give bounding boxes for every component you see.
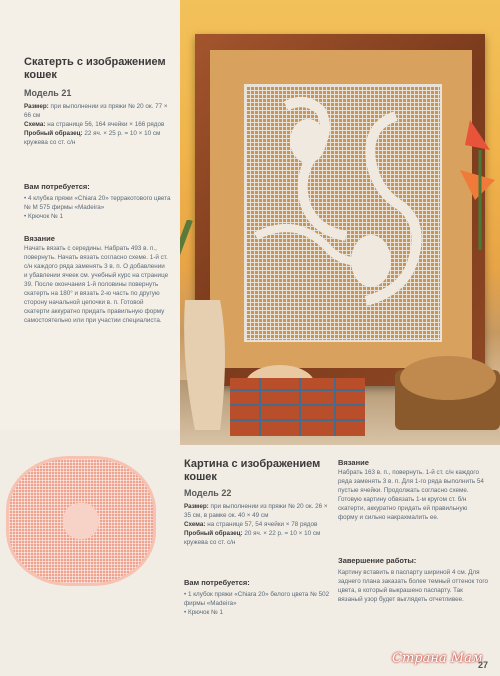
article1-needs-list <box>24 194 174 221</box>
article2-finish-title: Завершение работы: <box>338 556 417 565</box>
article1-knit-text: Начать вязать с середины. Набрать 493 в. п., повернуть. Начать вязать согласно схеме. 1-й ст. с/н каждого ряда заменять 3 в. п. О добавлении и убавлении ячеек см. учебный курс на странице 39. После окончания 1-й половины повернуть скатерть на 180° и вязать 2-ю часть по другую сторону начальной цепочки в. п. Готовой скатерти аккуратно придать правильную форму самостоятельно или при участии специалиста. <box>24 245 169 324</box>
article2-title: Картина с изображением кошек <box>184 458 321 483</box>
article2-need-item: • Крючок № 1 <box>184 609 224 616</box>
article2-needs-list <box>184 590 330 617</box>
article1-size-text: при выполнении из пряжи № 20 ок. 77 × 66 см <box>24 103 168 119</box>
article2-needs-title: Вам потребуется: <box>184 578 250 587</box>
article2-specs <box>184 502 330 547</box>
article2-gauge-text: 20 яч. × 22 р. = 10 × 10 см кружева со ст. с/н <box>184 530 321 546</box>
page-number: 27 <box>477 660 488 670</box>
article2-model: Модель 22 <box>184 488 232 498</box>
article1-scheme-label: Схема: <box>24 121 46 128</box>
article2-scheme-text: на странице 57, 54 ячейки × 78 рядов <box>207 521 318 528</box>
article1-title: Скатерть с изображением кошек <box>24 56 166 81</box>
article2-gauge-label: Пробный образец: <box>184 530 243 537</box>
article1-scheme-text: на странице 56, 164 ячейки × 166 рядов <box>47 121 165 128</box>
article2-knit-text: Набрать 163 в. п., повернуть. 1-й ст. с/н каждого ряда заменять 3 в. п. Для 1-го ряда выполнить 54 пустые ячейки. Продолжать согласно схеме. Готовую картину обвязать 1-м кругом ст. б/н скатерти, аккуратно придать ей правильную форму и сильно накрахмалить ее. <box>338 469 484 521</box>
article1-needs-title: Вам потребуется: <box>24 182 90 191</box>
article1-knit-title: Вязание <box>24 234 55 243</box>
article2-knit-title: Вязание <box>338 458 369 467</box>
pink-doily-image <box>6 456 156 586</box>
lily-flowers <box>440 110 500 250</box>
article1-specs <box>24 102 174 147</box>
article1-gauge-text: 22 яч. × 25 р. = 10 × 10 см кружева со ст. с/н <box>24 130 161 146</box>
article1-model: Модель 21 <box>24 88 72 98</box>
article1-need-item: • 4 клубка пряжи «Chiara 20» терракотового цвета № М 575 фирмы «Madeira» <box>24 195 171 211</box>
article1-need-item: • Крючок № 1 <box>24 213 64 220</box>
article2-size-text: при выполнении из пряжи № 20 ок. 26 × 35 см, в рамке ок. 40 × 49 см <box>184 503 328 519</box>
article2-scheme-label: Схема: <box>184 521 206 528</box>
still-life-props <box>180 220 500 440</box>
article1-size-label: Размер: <box>24 103 49 110</box>
article2-need-item: • 1 клубок пряжи «Chiara 20» белого цвета № 502 фирмы «Madeira» <box>184 591 330 607</box>
article2-finish-text: Картину вставить в паспарту шириной 4 см. Для заднего плана заказать более темный оттенок того цвета, в который выкрашено паспарту. Так вязаный узор будет выглядеть отчетливее. <box>338 569 488 603</box>
article1-gauge-label: Пробный образец: <box>24 130 83 137</box>
article2-size-label: Размер: <box>184 503 209 510</box>
watermark-logo: Страна Мам <box>392 651 483 666</box>
